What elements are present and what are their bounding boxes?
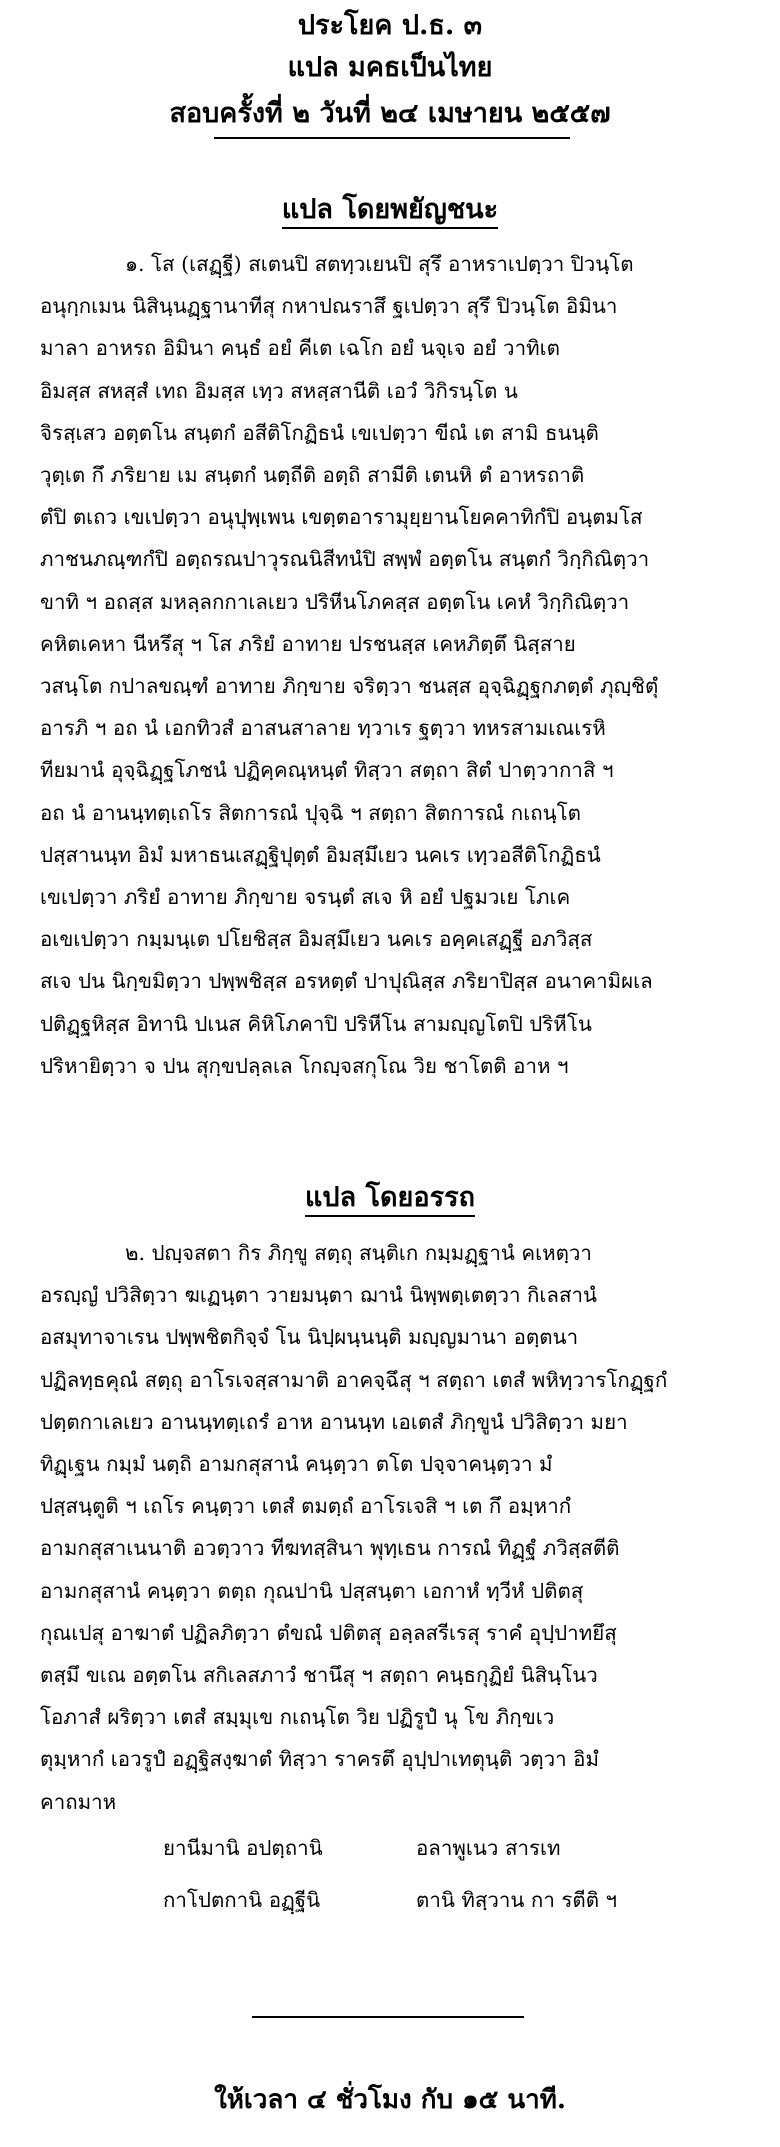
- passage-line: จิรสฺเสว อตฺตโน สนฺตกํ อสีติโกฏิธนํ เขเปตฺวา ขีณํ เต สามิ ธนนฺติ: [40, 420, 599, 445]
- passage-line: โอภาสํ ผริตฺวา เตสํ สมฺมุเข กเถนฺโต วิย ปฏิรูปํ นุ โข ภิกฺขเว: [40, 1705, 555, 1730]
- exam-level-heading: ประโยค ป.ธ. ๓: [297, 10, 483, 41]
- footer-divider: [252, 2016, 524, 2018]
- passage-line: วสนฺโต กปาลขณฺฑํ อาทาย ภิกฺขาย จริตฺวา ชนสฺส อุจฺฉิฏฺฐกภตฺตํ ภุญฺชิตุํ: [40, 674, 659, 699]
- verse-line-2a: กาโปตกานิ อฏฺฐีนิ: [163, 1888, 321, 1912]
- header-underline: [214, 137, 570, 139]
- passage-line: กุณเปสุ อาฆาตํ ปฏิลภิตฺวา ตํขณํ ปติตสุ อลฺลสรีเรสุ ราคํ อุปฺปาทยึสุ: [40, 1620, 617, 1645]
- passage-line: อสมุทาจาเรน ปพฺพชิตกิจฺจํ โน นิปฺผนฺนนฺติ มญฺญมานา อตฺตนา: [40, 1325, 579, 1350]
- passage-line: ขาทิ ฯ อถสฺส มหลฺลกกาเลเยว ปริหีนโภคสฺส อตฺตโน เคหํ วิกฺกิณิตฺวา: [40, 589, 630, 614]
- section-1-title: [0, 192, 780, 228]
- passage-line: ปสฺสานนฺท อิมํ มหาธนเสฏฺฐิปุตฺตํ อิมสฺมึเยว นคเร เทฺวอสีติโกฏิธนํ: [40, 842, 601, 867]
- passage-line: ๑. โส (เสฏฺฐี) สเตนปิ สตทฺวเยนปิ สุรึ อาหราเปตฺวา ปิวนฺโต: [125, 252, 634, 276]
- passage-line: ตุมฺหากํ เอวรูปํ อฏฺฐิสงฺฆาตํ ทิสฺวา ราครตึ อุปฺปาเทตุนฺติ วตฺวา อิมํ: [40, 1747, 599, 1772]
- section-1-passage: [40, 243, 730, 1087]
- passage-line: อถ นํ อานนฺทตฺเถโร สิตการณํ ปุจฺฉิ ฯ สตฺถา สิตการณํ กเถนฺโต: [40, 800, 581, 825]
- passage-line: วุตฺเต กึ ภริยาย เม สนฺตกํ นตฺถีติ อตฺถิ สามีติ เตนหิ ตํ อาหรถาติ: [40, 463, 585, 488]
- passage-line: ภาชนภณฺฑกํปิ อตฺถรณปาวุรณนิสีทนํปิ สพฺพํ อตฺตโน สนฺตกํ วิกฺกิณิตฺวา: [40, 547, 650, 572]
- passage-line: ปตฺตกาเลเยว อานนฺทตฺเถรํ อาห อานนฺท เอเตสํ ภิกฺขูนํ ปวิสิตฺวา มยา: [40, 1409, 628, 1434]
- passage-line: อรญฺญํ ปวิสิตฺวา ฆเฏนฺตา วายมนฺตา ฌานํ นิพฺพตฺเตตฺวา กิเลสานํ: [40, 1283, 598, 1308]
- passage-line: ปติฏฺฐหิสฺส อิทานิ ปเนส คิหิโภคาปิ ปริหีโน สามญฺญโตปิ ปริหีโน: [40, 1011, 592, 1036]
- passage-line: ปริหายิตฺวา จ ปน สุกฺขปลฺลเล โกญฺจสกุโณ วิย ชาโตติ อาห ฯ: [40, 1053, 569, 1078]
- verse-line-1b: อลาพูเนว สารเท: [416, 1836, 561, 1860]
- passage-line: อามกสุสานํ คนฺตฺวา ตตฺถ กุณปานิ ปสฺสนฺตา เอกาหํ ทฺวีหํ ปติตสุ: [40, 1578, 584, 1603]
- passage-line: ตสฺมึ ขเณ อตฺตโน สกิเลสภาวํ ชานึสุ ฯ สตฺถา คนฺธกุฏิยํ นิสินฺโนว: [40, 1663, 598, 1688]
- section-2-title-text: แปล โดยอรรถ: [305, 1182, 475, 1217]
- passage-line: ตํปิ ตเถว เขเปตฺวา อนุปุพฺเพน เขตฺตอารามุยฺยานโยคคาทิกํปิ อนฺตมโส: [40, 505, 643, 530]
- passage-line: อเขเปตฺวา กมฺมนฺเต ปโยชิสฺส อิมสฺมึเยว นคเร อคฺคเสฏฺฐี อภวิสฺส: [40, 927, 593, 952]
- passage-line: อิมสฺส สหสฺสํ เทถ อิมสฺส เทฺว สหสฺสานีติ เอวํ วิกิรนฺโต น: [40, 378, 518, 403]
- passage-line: สเจ ปน นิกฺขมิตฺวา ปพฺพชิสฺส อรหตฺตํ ปาปุณิสฺส ภริยาปิสฺส อนาคามิผเล: [40, 969, 653, 994]
- section-2-title: [0, 1180, 780, 1216]
- passage-line: ทิฏฺเฐน กมฺมํ นตฺถิ อามกสุสานํ คนฺตฺวา ตโต ปจฺจาคนฺตฺวา มํ: [40, 1452, 553, 1477]
- passage-line: มาลา อาหรถ อิมินา คนฺธํ อยํ คีเต เฉโก อยํ นจฺเจ อยํ วาทิเต: [40, 336, 560, 361]
- passage-line: ๒. ปญฺจสตา กิร ภิกฺขู สตฺถุ สนฺติเก กมฺมฏฺฐานํ คเหตฺวา: [125, 1241, 592, 1265]
- exam-time-allowed: ให้เวลา ๔ ชั่วโมง กับ ๑๕ นาที.: [214, 2085, 566, 2115]
- exam-date-heading: สอบครั้งที่ ๒ วันที่ ๒๔ เมษายน ๒๕๕๗: [169, 98, 611, 129]
- verse-line-1a: ยานีมานิ อปตฺถานิ: [163, 1836, 323, 1860]
- passage-line: ทียมานํ อุจฺฉิฏฺฐโภชนํ ปฏิคฺคณฺหนฺตํ ทิสฺวา สตฺถา สิตํ ปาตฺวากาสิ ฯ: [40, 758, 614, 783]
- passage-line: คหิตเคหา นีหรึสุ ฯ โส ภริยํ อาทาย ปรชนสฺส เคหภิตฺตึ นิสฺสาย: [40, 631, 576, 656]
- passage-line: เขเปตฺวา ภริยํ อาทาย ภิกฺขาย จรนฺตํ สเจ หิ อยํ ปฐมวเย โภเค: [40, 885, 571, 910]
- verse-line-2b: ตานิ ทิสฺวาน กา รตีติ ฯ: [416, 1888, 618, 1912]
- exam-subject-heading: แปล มคธเป็นไทย: [287, 52, 493, 83]
- section-1-title-text: แปล โดยพยัญชนะ: [282, 194, 498, 229]
- passage-line: ปสฺสนฺตูติ ฯ เถโร คนฺตฺวา เตสํ ตมตฺถํ อาโรเจสิ ฯ เต กึ อมฺหากํ: [40, 1494, 572, 1519]
- passage-line: ปฏิลทฺธคุณํ สตฺถุ อาโรเจสฺสามาติ อาคจฺฉึสุ ฯ สตฺถา เตสํ พหิทฺวารโกฏฺฐกํ: [40, 1367, 668, 1392]
- passage-line: อารภิ ฯ อถ นํ เอกทิวสํ อาสนสาลาย ทฺวาเร ฐตฺวา ทหรสามเณเรหิ: [40, 716, 606, 741]
- passage-line: อนุกฺกเมน นิสินฺนฏฺฐานาทีสุ กหาปณราสึ ฐเปตฺวา สุรึ ปิวนฺโต อิมินา: [40, 294, 618, 319]
- section-2-passage: [40, 1232, 730, 1823]
- passage-line: คาถมาห: [40, 1789, 117, 1814]
- passage-line: อามกสุสาเนนาติ อวตฺวาว ทีฆทสฺสินา พุทฺเธน การณํ ทิฏฺฐํ ภวิสฺสตีติ: [40, 1536, 620, 1561]
